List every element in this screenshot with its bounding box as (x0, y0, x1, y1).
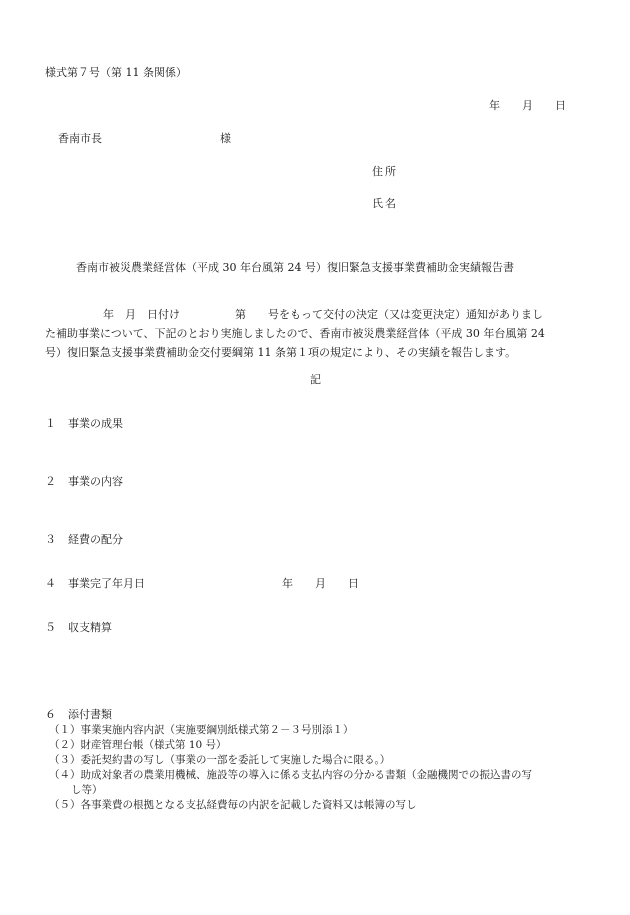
attachment-item-continuation: し等） (71, 784, 103, 796)
form-number: 様式第７号（第 11 条関係） (45, 66, 187, 79)
item-1-label: 事業の成果 (68, 417, 123, 430)
item-4-number: ４ (45, 577, 56, 590)
document-title: 香南市被災農業経営体（平成 30 年台風第 24 号）復旧緊急支援事業費補助金実績報告書 (76, 261, 514, 274)
item-2-label: 事業の内容 (68, 475, 123, 488)
body-line: た補助事業について、下記のとおり実施しましたので、香南市被災農業経営体（平成 30 年台風第 24 (45, 327, 545, 340)
attachments-list (49, 723, 594, 813)
address-label: 住所 (372, 165, 398, 178)
body-line: 年 月 日付け 第 号をもって交付の決定（又は変更決定）通知がありまし (103, 308, 543, 321)
date-line: 年 月 日 (489, 99, 566, 112)
item-5-label: 収支精算 (68, 621, 112, 634)
item-3-number: ３ (45, 533, 56, 546)
attachment-item: （４）助成対象者の農業用機械、施設等の導入に係る支払内容の分かる書類（金融機関での振込書の写 (49, 769, 532, 781)
addressee-honorific: 様 (220, 132, 231, 145)
item-3-label: 経費の配分 (68, 533, 123, 546)
attachment-item: （１）事業実施内容内訳（実施要綱別紙様式第２－３号別添１） (49, 724, 354, 736)
item-4-label: 事業完了年月日 (68, 577, 145, 590)
ki-heading: 記 (310, 373, 321, 386)
name-label: 氏名 (372, 197, 398, 210)
item-4-date: 年 月 日 (282, 577, 359, 590)
attachment-item: （２）財産管理台帳（様式第 10 号） (49, 739, 227, 751)
attachment-item: （５）各事業費の根拠となる支払経費毎の内訳を記載した資料又は帳簿の写し (49, 799, 417, 811)
attachments-number: ６ (45, 708, 56, 721)
item-1-number: １ (45, 417, 56, 430)
attachment-item: （３）委託契約書の写し（事業の一部を委託して実施した場合に限る。） (49, 754, 391, 766)
item-5-number: ５ (45, 621, 56, 634)
addressee-name: 香南市長 (58, 132, 102, 145)
attachments-heading: 添付書類 (68, 708, 112, 721)
item-2-number: ２ (45, 475, 56, 488)
body-paragraph (45, 305, 585, 362)
body-line: 号）復旧緊急支援事業費補助金交付要綱第 11 条第１項の規定により、その実績を報告します。 (45, 346, 517, 359)
